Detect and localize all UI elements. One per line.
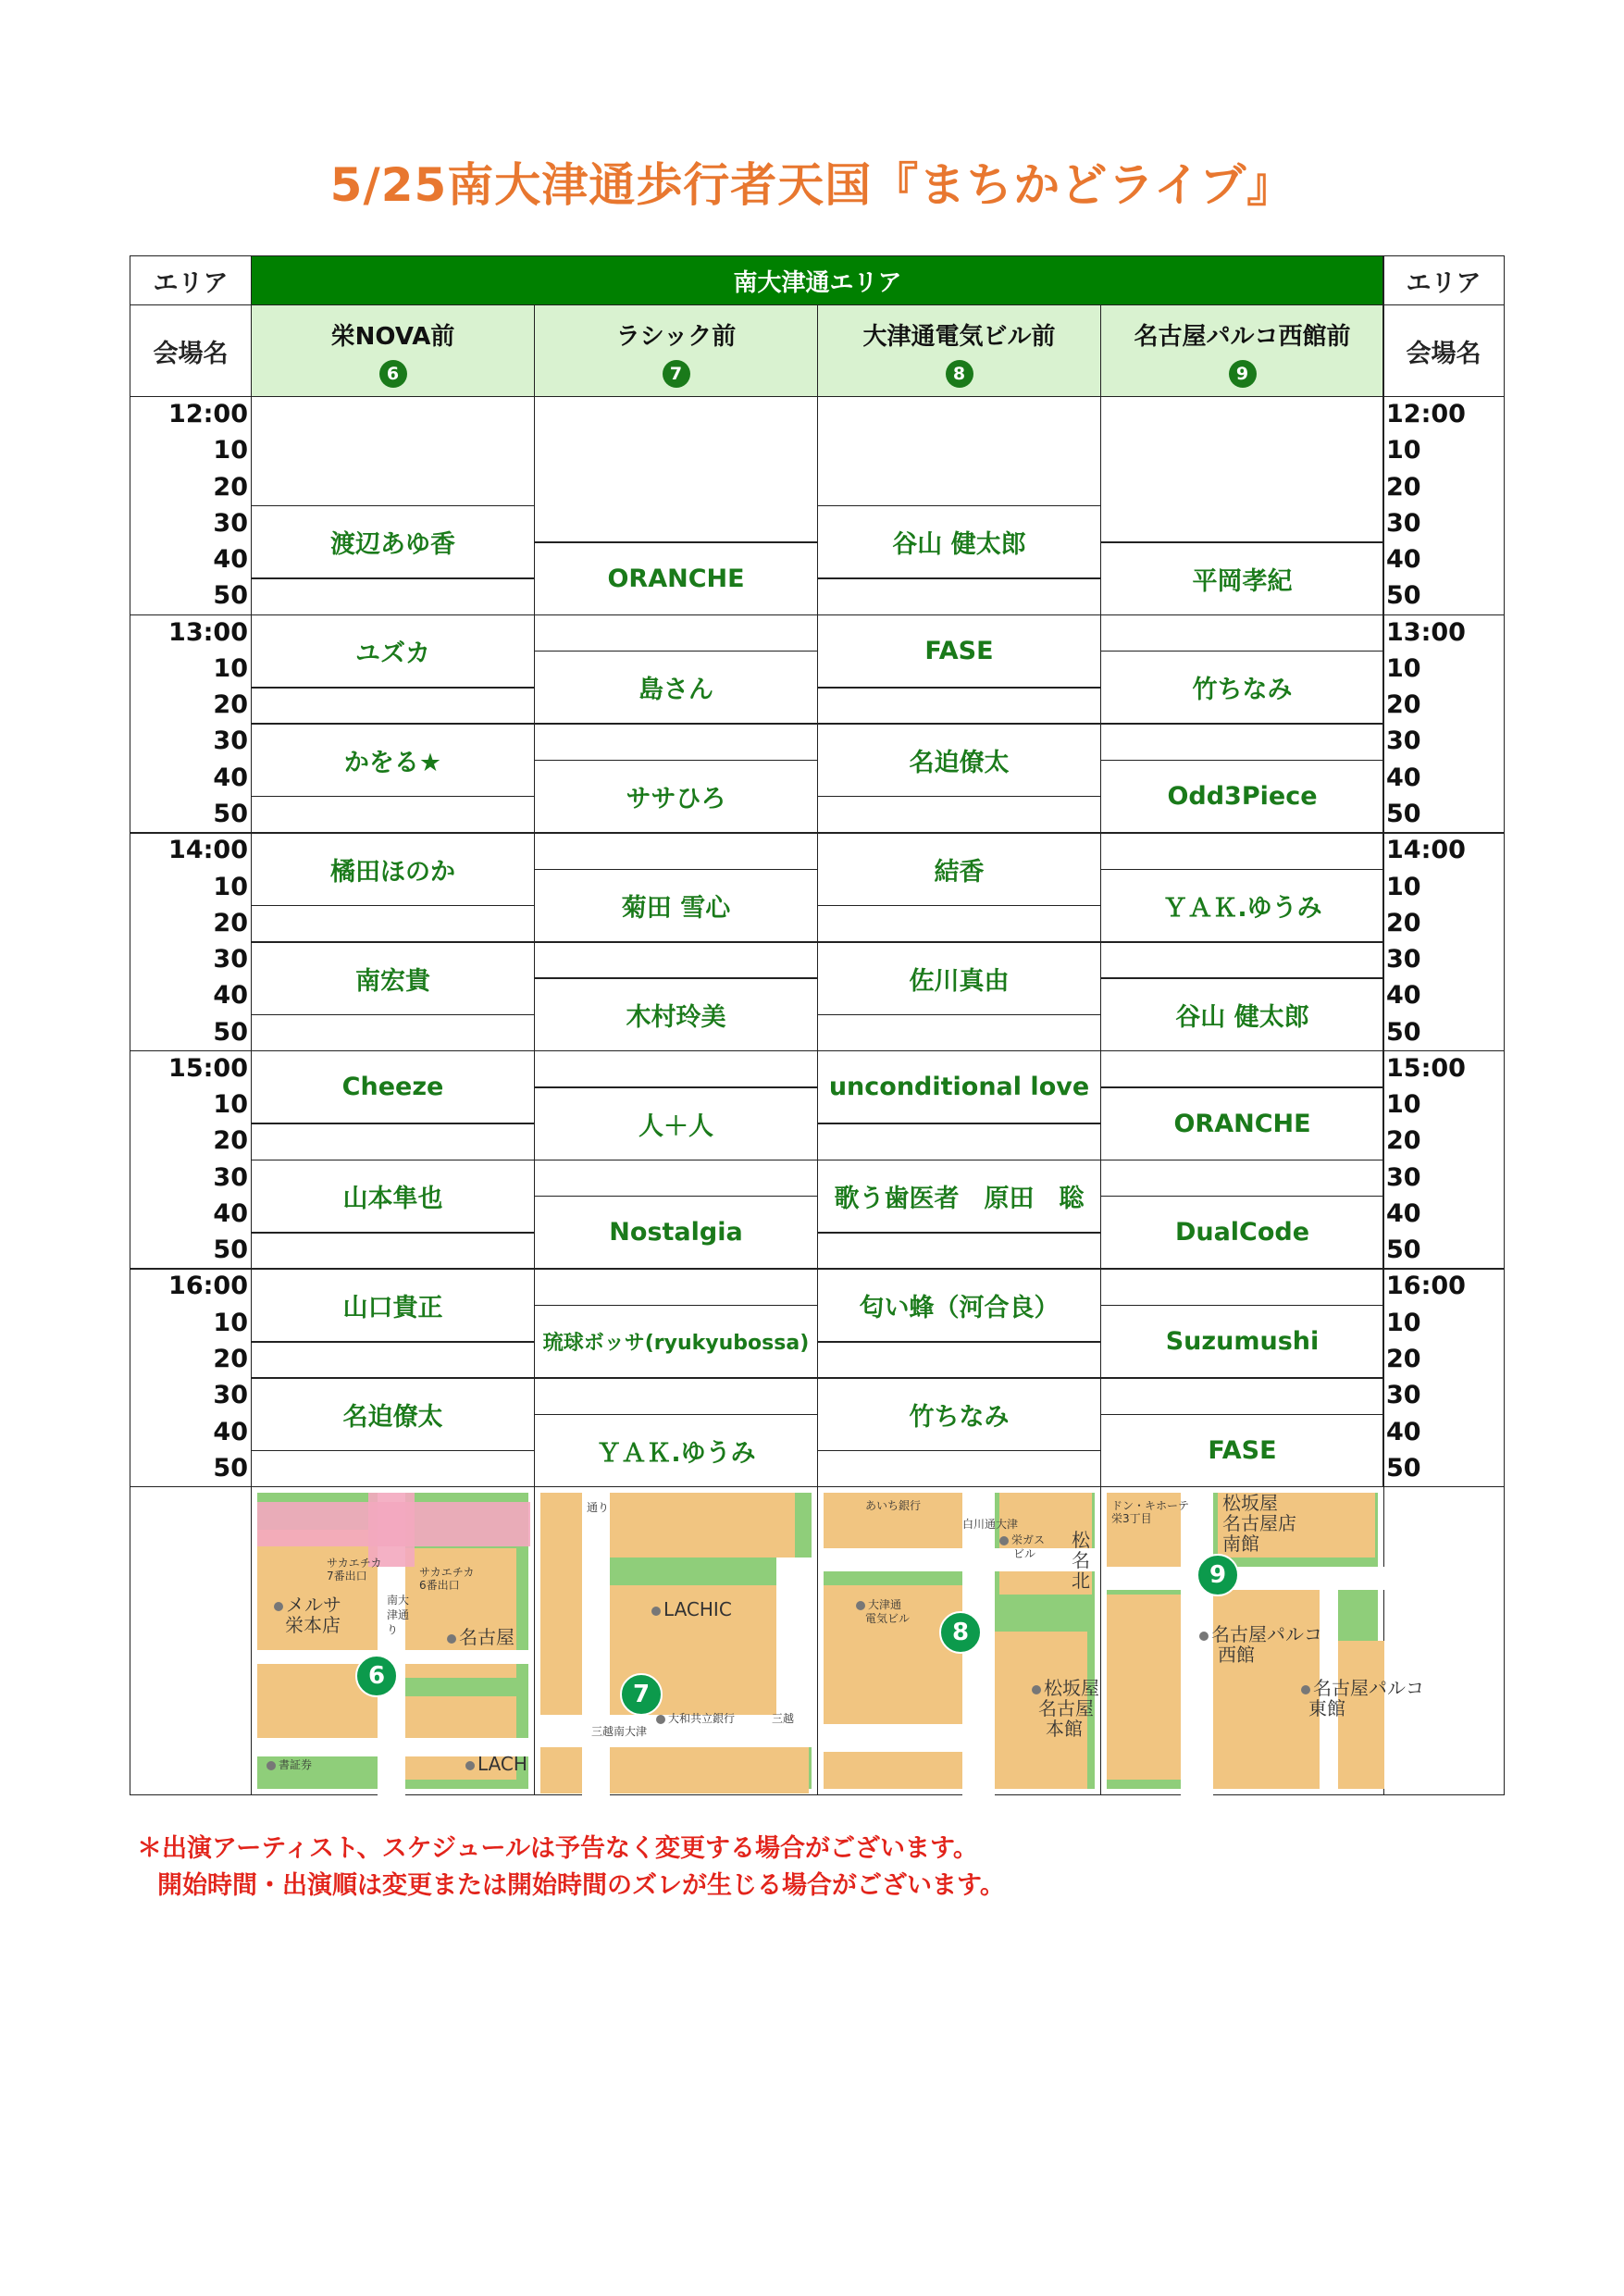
empty-slot (534, 832, 818, 870)
performance-slot: 谷山 健太郎 (1100, 977, 1384, 1051)
performance-slot: 竹ちなみ (817, 1377, 1101, 1451)
time-tick: 30 (213, 508, 248, 538)
performance-slot: 匂い蜂（河合良） (817, 1268, 1101, 1342)
empty-slot (251, 1450, 535, 1488)
performance-slot: 結香 (817, 832, 1101, 906)
time-tick: 10 (1386, 872, 1421, 901)
map-label: 津通 (387, 1608, 410, 1621)
time-tick: 50 (1386, 581, 1421, 611)
time-tick: 30 (1386, 1162, 1421, 1192)
time-tick: 10 (1386, 436, 1421, 465)
time-tick: 30 (213, 1162, 248, 1192)
empty-slot (251, 1123, 535, 1160)
venue-header-sakae-nova (251, 304, 535, 397)
map-label: 6番出口 (419, 1579, 460, 1592)
time-tick: 50 (1386, 1017, 1421, 1047)
empty-slot (251, 1232, 535, 1270)
time-tick: 30 (213, 945, 248, 974)
empty-slot (817, 1123, 1101, 1160)
time-tick: 40 (1386, 981, 1421, 1011)
time-column-right (1382, 396, 1505, 1488)
time-tick: 40 (213, 763, 248, 792)
empty-slot (817, 1232, 1101, 1270)
empty-slot (817, 1341, 1101, 1379)
time-tick: 40 (1386, 763, 1421, 792)
venue-name: 栄NOVA前 (330, 323, 455, 351)
time-tick: 30 (1386, 726, 1421, 756)
performance-slot: DualCode (1100, 1196, 1384, 1270)
map-label: 名古屋 (459, 1626, 514, 1648)
time-tick: 50 (1386, 1235, 1421, 1265)
map-label: 白川通大津 (962, 1518, 1019, 1531)
time-tick: 14:00 (1386, 836, 1466, 865)
empty-slot (817, 905, 1101, 943)
empty-slot (817, 396, 1101, 506)
map-label: 北 (1072, 1570, 1090, 1592)
empty-slot (251, 796, 535, 834)
empty-slot (1100, 1268, 1384, 1306)
empty-slot (534, 723, 818, 761)
map-label: 名 (1072, 1549, 1090, 1571)
time-tick: 20 (213, 472, 248, 502)
time-tick: 30 (213, 726, 248, 756)
map-label: 南大 (387, 1594, 410, 1607)
venue-header-parco-west (1100, 304, 1384, 397)
performance-slot: ORANCHE (1100, 1086, 1384, 1160)
map-label: り (387, 1623, 399, 1636)
empty-slot (534, 614, 818, 652)
empty-slot (534, 396, 818, 543)
time-tick: 12:00 (168, 400, 248, 428)
performance-slot: 菊田 雪心 (534, 869, 818, 943)
time-tick: 14:00 (168, 836, 248, 865)
area-label-left: エリア (130, 255, 252, 305)
map-label: 大津通 (868, 1598, 902, 1611)
schedule-table (130, 255, 1505, 1795)
performance-slot: 谷山 健太郎 (817, 505, 1101, 579)
map-label: 松坂屋 (1222, 1492, 1278, 1514)
empty-slot (1100, 396, 1384, 543)
performance-slot: unconditional love (817, 1050, 1101, 1124)
performance-slot: 渡辺あゆ香 (251, 505, 535, 579)
venue-pin-icon: 9 (1196, 1554, 1239, 1596)
performance-slot: 橘田ほのか (251, 832, 535, 906)
empty-slot (817, 577, 1101, 615)
time-tick: 50 (1386, 1453, 1421, 1483)
venue-number-badge: 8 (946, 360, 973, 388)
time-tick: 20 (1386, 908, 1421, 937)
map-label: 松 (1072, 1529, 1090, 1551)
venue-name: 名古屋パルコ西館前 (1134, 323, 1351, 351)
performance-slot: ＹＡＫ.ゆうみ (1100, 869, 1384, 943)
map-label: あいち銀行 (865, 1499, 922, 1512)
time-tick: 10 (1386, 1090, 1421, 1120)
map-label: 栄ガス (1011, 1533, 1046, 1546)
map-label: 松坂屋 (1044, 1677, 1099, 1699)
map-label: 栄本店 (285, 1614, 341, 1636)
performance-slot: 名迫僚太 (251, 1377, 535, 1451)
map-label: 栄3丁目 (1111, 1512, 1152, 1525)
performance-slot: 名迫僚太 (817, 723, 1101, 797)
performance-slot: FASE (817, 614, 1101, 689)
empty-slot (1100, 723, 1384, 761)
time-tick: 15:00 (168, 1053, 248, 1083)
map-label: ビル (1013, 1547, 1036, 1560)
map-label: LACHIC (663, 1598, 732, 1620)
time-tick: 20 (213, 1345, 248, 1374)
performance-slot: Odd3Piece (1100, 760, 1384, 834)
empty-slot (817, 796, 1101, 834)
venue-pin-icon: 6 (355, 1655, 398, 1697)
map-row-blank-right (1382, 1486, 1505, 1795)
performance-slot: 南宏貴 (251, 941, 535, 1015)
empty-slot (251, 577, 535, 615)
time-tick: 50 (213, 1453, 248, 1483)
time-tick: 13:00 (168, 617, 248, 647)
map-label: 電気ビル (865, 1612, 911, 1625)
performance-slot: Nostalgia (534, 1196, 818, 1270)
map-label: サカエチカ (419, 1566, 475, 1579)
empty-slot (534, 941, 818, 979)
performance-slot: ユズカ (251, 614, 535, 689)
performance-slot: ORANCHE (534, 541, 818, 615)
empty-slot (251, 905, 535, 943)
empty-slot (534, 1050, 818, 1088)
venue-map-8 (817, 1486, 1101, 1795)
time-tick: 30 (1386, 1381, 1421, 1410)
map-label: 名古屋店 (1222, 1512, 1296, 1534)
time-tick: 50 (213, 799, 248, 828)
map-label: 名古屋パルコ (1211, 1623, 1322, 1645)
time-tick: 50 (213, 1017, 248, 1047)
empty-slot (251, 1341, 535, 1379)
empty-slot (251, 396, 535, 506)
time-tick: 16:00 (168, 1272, 248, 1301)
time-tick: 20 (1386, 690, 1421, 720)
venue-number-badge: 7 (663, 360, 690, 388)
time-tick: 10 (1386, 653, 1421, 683)
disclaimer-line-1: ＊出演アーティスト、スケジュールは予告なく変更する場合がございます。 (137, 1834, 978, 1863)
map-label: 南館 (1222, 1533, 1259, 1555)
time-tick: 16:00 (1386, 1272, 1466, 1301)
empty-slot (817, 1014, 1101, 1052)
performance-slot: Cheeze (251, 1050, 535, 1124)
map-label: 東館 (1308, 1697, 1345, 1719)
area-name-header: 南大津通エリア (251, 255, 1384, 305)
time-tick: 10 (213, 872, 248, 901)
venue-label-left: 会場名 (130, 304, 252, 397)
time-tick: 10 (213, 653, 248, 683)
time-tick: 40 (1386, 545, 1421, 575)
performance-slot: FASE (1100, 1414, 1384, 1488)
time-tick: 15:00 (1386, 1053, 1466, 1083)
time-tick: 50 (213, 581, 248, 611)
map-label: 本館 (1046, 1718, 1083, 1740)
area-label-right: エリア (1382, 255, 1505, 305)
venue-pin-icon: 8 (939, 1611, 982, 1654)
map-label: 通り (587, 1501, 610, 1514)
empty-slot (534, 1268, 818, 1306)
map-label: 大和共立銀行 (668, 1712, 736, 1725)
performance-slot: 竹ちなみ (1100, 651, 1384, 725)
venue-map-7 (534, 1486, 818, 1795)
empty-slot (1100, 1160, 1384, 1198)
performance-slot: ササひろ (534, 760, 818, 834)
map-label: 名古屋パルコ (1313, 1677, 1424, 1699)
time-tick: 12:00 (1386, 400, 1466, 428)
performance-slot: 山口貴正 (251, 1268, 535, 1342)
map-label: 名古屋 (1038, 1697, 1094, 1719)
performance-slot: 平岡孝紀 (1100, 541, 1384, 615)
map-label: LACH (477, 1753, 527, 1775)
time-tick: 40 (1386, 1417, 1421, 1446)
disclaimer-line-2: 開始時間・出演順は変更または開始時間のズレが生じる場合がございます。 (157, 1871, 1005, 1900)
map-label: 書証券 (279, 1758, 313, 1771)
venue-label-right: 会場名 (1382, 304, 1505, 397)
empty-slot (1100, 1377, 1384, 1415)
map-label: ドン・キホーテ (1111, 1499, 1190, 1512)
time-tick: 40 (213, 545, 248, 575)
time-tick: 40 (213, 1198, 248, 1228)
time-tick: 20 (213, 1126, 248, 1156)
venue-map-9 (1100, 1486, 1424, 1795)
empty-slot (1100, 614, 1384, 652)
empty-slot (251, 687, 535, 725)
map-row-blank-left (130, 1486, 252, 1795)
time-tick: 13:00 (1386, 617, 1466, 647)
empty-slot (534, 1160, 818, 1198)
time-tick: 10 (213, 1090, 248, 1120)
time-tick: 10 (1386, 1308, 1421, 1337)
map-label: メルサ (286, 1594, 341, 1616)
empty-slot (1100, 1050, 1384, 1088)
time-tick: 30 (213, 1381, 248, 1410)
empty-slot (1100, 941, 1384, 979)
performance-slot: Suzumushi (1100, 1305, 1384, 1379)
time-tick: 20 (213, 690, 248, 720)
venue-name: 大津通電気ビル前 (862, 323, 1056, 351)
time-tick: 20 (213, 908, 248, 937)
performance-slot: 島さん (534, 651, 818, 725)
time-tick: 40 (213, 981, 248, 1011)
empty-slot (817, 687, 1101, 725)
time-tick: 30 (1386, 945, 1421, 974)
performance-slot: ＹＡＫ.ゆうみ (534, 1414, 818, 1488)
performance-slot: 木村玲美 (534, 977, 818, 1051)
time-tick: 50 (1386, 799, 1421, 828)
time-tick: 30 (1386, 508, 1421, 538)
performance-slot: 琉球ボッサ(ryukyubossa) (534, 1305, 818, 1379)
performance-slot: 山本隼也 (251, 1160, 535, 1234)
venue-pin-icon: 7 (620, 1673, 663, 1716)
time-tick: 50 (213, 1235, 248, 1265)
map-label: 西館 (1218, 1644, 1255, 1666)
venue-name: ラシック前 (615, 323, 737, 351)
venue-number-badge: 6 (379, 360, 407, 388)
time-column-left (130, 396, 252, 1488)
time-tick: 20 (1386, 1345, 1421, 1374)
time-tick: 10 (213, 436, 248, 465)
map-label: サカエチカ (327, 1557, 382, 1570)
performance-slot: かをる★ (251, 723, 535, 797)
empty-slot (251, 1014, 535, 1052)
page-title: 5/25南大津通歩行者天国『まちかどライブ』 (329, 158, 1295, 212)
time-tick: 10 (213, 1308, 248, 1337)
time-tick: 40 (213, 1417, 248, 1446)
map-label: 三越 (772, 1712, 795, 1725)
performance-slot: 佐川真由 (817, 941, 1101, 1015)
venue-header-lachic (534, 304, 818, 397)
map-label: 三越南大津 (591, 1725, 648, 1738)
performance-slot: 人＋人 (534, 1086, 818, 1160)
time-tick: 20 (1386, 472, 1421, 502)
time-tick: 40 (1386, 1198, 1421, 1228)
map-label: 7番出口 (327, 1570, 367, 1582)
time-tick: 20 (1386, 1126, 1421, 1156)
empty-slot (534, 1377, 818, 1415)
venue-map-6 (251, 1486, 535, 1795)
empty-slot (817, 1450, 1101, 1488)
performance-slot: 歌う歯医者 原田 聡 (817, 1160, 1101, 1234)
empty-slot (1100, 832, 1384, 870)
venue-number-badge: 9 (1229, 360, 1257, 388)
venue-header-otsu-denki-bldg (817, 304, 1101, 397)
